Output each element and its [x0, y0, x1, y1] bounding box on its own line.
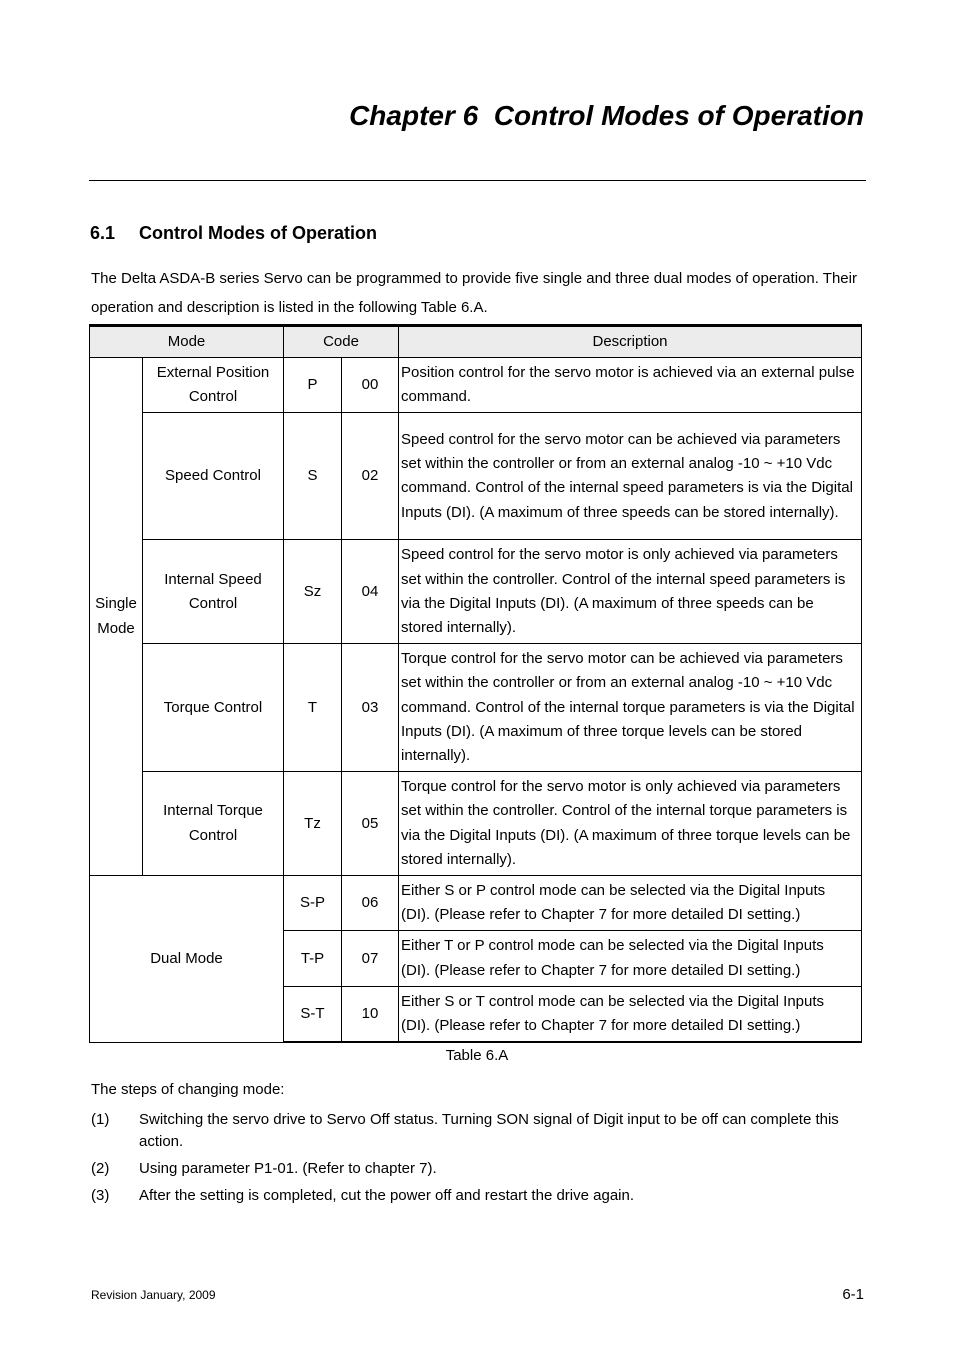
intro-paragraph: The Delta ASDA-B series Servo can be programmed to provide five single and three dual modes of operation. Their operation and description is listed in the following Table 6.A. — [91, 270, 857, 316]
mode-number: 05 — [342, 772, 399, 876]
mode-name: Internal Speed Control — [143, 540, 284, 644]
title-rule — [89, 180, 866, 181]
table-row — [90, 540, 862, 644]
table-row — [90, 644, 862, 772]
mode-code: T — [284, 644, 342, 772]
mode-name: Torque Control — [143, 644, 284, 772]
table-row — [90, 358, 862, 413]
section-number: 6.1 — [90, 223, 116, 243]
footer-revision: Revision January, 2009 — [91, 1288, 216, 1302]
mode-code: P — [284, 358, 342, 413]
step-text: Using parameter P1-01. (Refer to chapter 7). — [139, 1160, 437, 1177]
mode-code: Sz — [284, 540, 342, 644]
modes-table — [89, 324, 862, 1043]
table-caption: Table 6.A — [445, 1047, 509, 1064]
step-text: Switching the servo drive to Servo Off status. Turning SON signal of Digit input to be off can complete this action. — [139, 1111, 839, 1150]
mode-code: S-T — [284, 986, 342, 1042]
mode-description: Either S or P control mode can be selected via the Digital Inputs (DI). (Please refer to Chapter 7 for more detailed DI setting.) — [399, 876, 862, 931]
header-mode: Mode — [90, 326, 284, 358]
step-text: After the setting is completed, cut the power off and restart the drive again. — [139, 1187, 634, 1204]
mode-code: Tz — [284, 772, 342, 876]
mode-description: Torque control for the servo motor can be achieved via parameters set within the controller or from an external analog -10 ~ +10 Vdc command. Control of the internal torque parameters is via the Digital Inputs (DI). (A maximum of three torque levels can be stored internally). — [399, 644, 862, 772]
step-number: (2) — [91, 1160, 110, 1177]
mode-name: Internal Torque Control — [143, 772, 284, 876]
mode-number: 00 — [342, 358, 399, 413]
mode-description: Position control for the servo motor is achieved via an external pulse command. — [399, 358, 862, 413]
footer-page-number: 6-1 — [842, 1286, 864, 1303]
step-item — [91, 1109, 866, 1153]
mode-number: 06 — [342, 876, 399, 931]
mode-number: 07 — [342, 931, 399, 986]
header-description: Description — [399, 326, 862, 358]
dual-mode-label: Dual Mode — [90, 876, 284, 1043]
mode-code: S-P — [284, 876, 342, 931]
step-item — [91, 1185, 866, 1207]
table-header-row — [90, 326, 862, 358]
table-row — [90, 413, 862, 540]
header-code: Code — [284, 326, 399, 358]
mode-number: 02 — [342, 413, 399, 540]
mode-description: Either S or T control mode can be selected via the Digital Inputs (DI). (Please refer to Chapter 7 for more detailed DI setting.) — [399, 986, 862, 1042]
mode-description: Speed control for the servo motor can be achieved via parameters set within the controller or from an external analog -10 ~ +10 Vdc command. Control of the internal speed parameters is via the Digital Inputs (DI). (A maximum of three speeds can be stored internally). — [399, 413, 862, 540]
mode-name: Speed Control — [143, 413, 284, 540]
table-row — [90, 772, 862, 876]
steps-intro: The steps of changing mode: — [91, 1081, 285, 1098]
mode-description: Either T or P control mode can be selected via the Digital Inputs (DI). (Please refer to Chapter 7 for more detailed DI setting.) — [399, 931, 862, 986]
step-number: (3) — [91, 1187, 110, 1204]
single-mode-label: Single Mode — [90, 358, 143, 876]
mode-name: External Position Control — [143, 358, 284, 413]
mode-number: 04 — [342, 540, 399, 644]
mode-description: Speed control for the servo motor is only achieved via parameters set within the controller. Control of the internal speed parameters is via the Digital Inputs (DI). (A maximum of three speeds can be stored internally). — [399, 540, 862, 644]
table-row — [90, 876, 862, 931]
mode-code: S — [284, 413, 342, 540]
mode-description: Torque control for the servo motor is only achieved via parameters set within the controller. Control of the internal torque parameters is via the Digital Inputs (DI). (A maximum of three torque levels can be stored internally). — [399, 772, 862, 876]
step-item — [91, 1158, 866, 1180]
mode-number: 03 — [342, 644, 399, 772]
mode-number: 10 — [342, 986, 399, 1042]
section-heading — [90, 223, 377, 244]
step-number: (1) — [91, 1111, 110, 1128]
section-title: Control Modes of Operation — [139, 223, 377, 243]
mode-code: T-P — [284, 931, 342, 986]
chapter-title: Chapter 6 Control Modes of Operation — [349, 100, 864, 131]
